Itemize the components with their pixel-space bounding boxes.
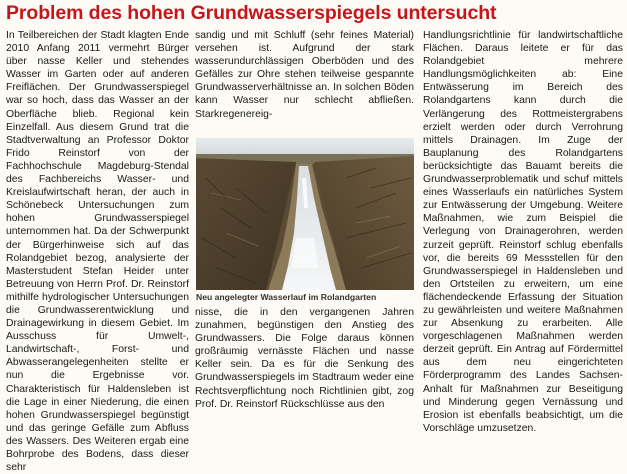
column-3-text: Handlungsrichtlinie für landwirtschaftliche Flächen. Daraus leitete er für das Rolandgebiet mehrere Handlungsmöglichkeiten ab: Eine Entwässerung im Bereich des Rolandgartens kann durch die Verlängerung des Rottmeistergrabens erzielt werden oder durch Verrohrung mittels Drainagen. Im Zuge der Bauplanung des Rolandgartens berücksichtigte das Bauamt bereits die Grundwasserproblematik und schuf mittels eines Wasserlaufs ein natürliches System zur Entwässerung der Umgebung. Weitere Maßnahmen, wie zum Beispiel die Verlegung von Drainagerohren, werden zurzeit geprüft. Reinstorf schlug ebenfalls vor, die bereits 69 Messstellen für den Grundwasserspiegel in Haldensleben und den Ortsteilen zu erweitern, um eine flächendeckende Erfassung der Situation zu gewährleisten und weitere Maßnahmen zur Absenkung zu erarbeiten. Alle vorgeschlagenen Maßnahmen werden derzeit geprüft. Ein Antrag auf Fördermittel aus dem neu eingerichteten Förderprogramm des Landes Sachsen-Anhalt für Maßnahmen zur Beseitigung und Minderung gegen Vernässung und Erosion ist ebenfalls beabsichtigt, um die Vorschläge umzusetzen. [423,30,623,434]
article-column-2-top [195,29,414,121]
article-headline: Problem des hohen Grundwasserspiegels untersucht [6,2,497,24]
column-1-text: In Teilbereichen der Stadt klagten Ende 2010 Anfang 2011 vermehrt Bürger über nasse Keller und stehendes Wasser im Garten oder auf anderen Freiflächen. Der Grundwasserspiegel war so hoch, dass das Wasser an der Oberfläche blieb. Regional kein Einzelfall. Aus diesem Grund trat die Stadtverwaltung an Professor Doktor Frido Reinstorf von der Fachhochschule Magdeburg-Stendal des Fachbereichs Wasser- und Kreislaufwirtschaft heran, der auch in Schönebeck Untersuchungen zum hohen Grundwasserspiegel unternommen hat. Da der Schwerpunkt der Bürgerhinweise sich auf das Rolandgebiet bezog, analysierte der Masterstudent Stefan Heider unter Betreuung von Herrn Prof. Dr. Reinstorf mithilfe hydrologischer Untersuchungen die Grundwasserentwicklung und Drainagewirkung in diesem Gebiet. Im Ausschuss für Umwelt-, Landwirtschaft-, Forst- und Abwasserangelegenheiten stellte er nun die Ergebnisse vor. Charakteristisch für Haldensleben ist die Lage in einer Niederung, die einen hohen Grundwasserspiegel begünstigt und das geringe Gefälle zum Abfluss des Wassers. Des Weiteren ergab eine Bohrprobe des Bodens, dass dieser sehr [6,30,189,474]
watercourse-illustration [196,138,414,290]
article-column-2-bottom [195,306,414,411]
watercourse-photo [196,138,414,290]
photo-caption: Neu angelegter Wasserlauf im Rolandgarten [196,292,377,302]
column-2-top-text: sandig und mit Schluff (sehr feines Material) versehen ist. Aufgrund der stark wasserundurchlässigen Oberböden und des Gefälles zur Ohre stehen teilweise gespannte Grundwasserverhältnisse an. In solchen Böden kann Wasser nur schlecht abfließen. Starkregenereig- [195,30,414,120]
article-column-3 [423,29,623,435]
article-column-1 [6,29,189,474]
column-2-bottom-text: nisse, die in den vergangenen Jahren zunahmen, begünstigen den Anstieg des Grundwassers. Die Folge daraus können großräumig vernässte Flächen und nasse Keller sein. Da es für die Senkung des Grundwasserspiegels im Stadtraum weder eine Rechtsverpflichtung noch Richtlinien gibt, zog Prof. Dr. Reinstorf Rückschlüsse aus den [195,307,414,410]
